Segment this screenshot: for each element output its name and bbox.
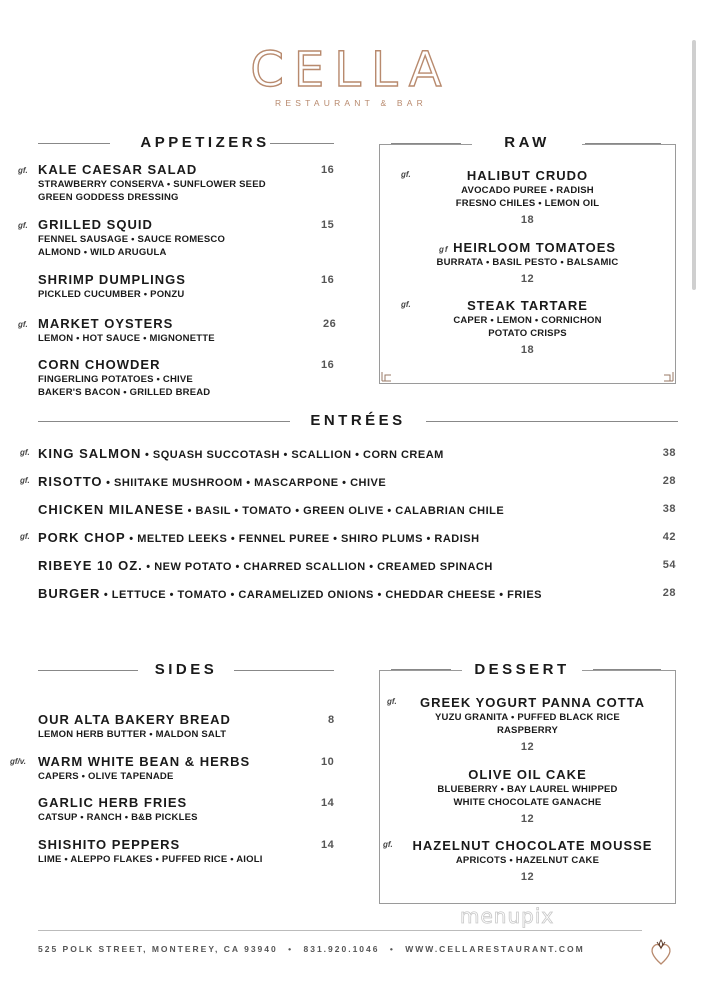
item-desc: CAPER • LEMON • CORNICHON: [453, 315, 602, 326]
item-name: OUR ALTA BAKERY BREAD: [38, 712, 231, 727]
item-name: PORK CHOP: [38, 530, 126, 545]
divider: [391, 143, 461, 144]
item-name: SHRIMP DUMPLINGS: [38, 272, 186, 287]
item-desc: CATSUP • RANCH • B&B PICKLES: [38, 812, 198, 823]
entree-item: [20, 473, 678, 491]
item-name-text: HEIRLOOM TOMATOES: [453, 240, 617, 255]
item-name: SHISHITO PEPPERS: [38, 837, 181, 852]
item-price: 28: [662, 587, 676, 599]
scrollbar[interactable]: [692, 40, 696, 290]
item-desc: FENNEL SAUSAGE • SAUCE ROMESCO: [38, 234, 226, 245]
item-price: 12: [520, 273, 535, 285]
ornament-icon: [648, 936, 674, 966]
footer-divider: [38, 930, 642, 931]
footer-website[interactable]: WWW.CELLARESTAURANT.COM: [405, 944, 585, 954]
item-price: 16: [321, 274, 335, 286]
item-name: CORN CHOWDER: [38, 357, 161, 372]
item-name: MARKET OYSTERS: [38, 316, 174, 331]
gluten-free-mark: gf.: [401, 170, 411, 179]
item-price: 15: [321, 219, 335, 231]
footer-sep: •: [288, 944, 294, 954]
item-desc: • SHIITAKE MUSHROOM • MASCARPONE • CHIVE: [102, 477, 387, 489]
item-desc: FINGERLING POTATOES • CHIVE: [38, 374, 193, 385]
gluten-free-mark: gf.: [383, 840, 393, 849]
item-name: RISOTTO: [38, 474, 103, 489]
item-desc: WHITE CHOCOLATE GANACHE: [453, 797, 602, 808]
appetizers-title: APPETIZERS: [140, 134, 270, 151]
watermark: menupix: [460, 904, 555, 928]
divider: [593, 669, 661, 670]
item-name: WARM WHITE BEAN & HERBS: [38, 754, 251, 769]
item-price: 42: [662, 531, 676, 543]
item-name: OLIVE OIL CAKE: [468, 767, 587, 782]
item-price: 12: [520, 871, 535, 883]
item-desc: BLUEBERRY • BAY LAUREL WHIPPED: [437, 784, 618, 795]
item-name: GREEK YOGURT PANNA COTTA: [419, 695, 646, 710]
entrees-title: ENTRÉES: [310, 412, 406, 429]
entree-item: [38, 501, 678, 519]
item-price: 18: [520, 214, 535, 226]
gluten-free-mark: gf: [438, 245, 449, 254]
item-desc: GREEN GODDESS DRESSING: [38, 192, 179, 203]
raw-header: [472, 134, 582, 152]
item-name: HALIBUT CRUDO: [466, 168, 589, 183]
item-desc: RASPBERRY: [496, 725, 559, 736]
item-name: CHICKEN MILANESE: [38, 502, 185, 517]
gluten-free-mark: gf.: [20, 448, 30, 457]
item-desc: AVOCADO PUREE • RADISH: [461, 185, 594, 196]
item-desc: POTATO CRISPS: [488, 328, 567, 339]
item-price: 10: [321, 756, 335, 768]
entree-item: [20, 529, 678, 547]
item-name: STEAK TARTARE: [467, 298, 588, 313]
item-name: KALE CAESAR SALAD: [38, 162, 198, 177]
item-name: GARLIC HERB FRIES: [38, 795, 188, 810]
sides-header: [38, 661, 334, 679]
entree-item: [20, 445, 678, 463]
item-desc: CAPERS • OLIVE TAPENADE: [38, 771, 174, 782]
footer: [38, 944, 585, 954]
entrees-header: [38, 412, 678, 430]
item-desc: STRAWBERRY CONSERVA • SUNFLOWER SEED: [38, 179, 266, 190]
item-desc: APRICOTS • HAZELNUT CAKE: [455, 855, 600, 866]
divider: [391, 669, 451, 670]
item-price: 12: [520, 813, 535, 825]
entree-item: [38, 585, 678, 603]
item-price: 28: [662, 475, 676, 487]
item-desc: • NEW POTATO • CHARRED SCALLION • CREAMED SPINACH: [142, 561, 493, 573]
gluten-free-mark: gf.: [387, 697, 397, 706]
logo-subtitle: RESTAURANT & BAR: [275, 98, 427, 108]
item-desc: • SQUASH SUCCOTASH • SCALLION • CORN CREAM: [141, 449, 444, 461]
footer-address: 525 POLK STREET, MONTEREY, CA 93940: [38, 944, 278, 954]
item-desc: LIME • ALEPPO FLAKES • PUFFED RICE • AIOLI: [38, 854, 263, 865]
item-desc: BAKER'S BACON • GRILLED BREAD: [38, 387, 211, 398]
item-price: 12: [520, 741, 535, 753]
item-price: 16: [321, 164, 335, 176]
item-desc: FRESNO CHILES • LEMON OIL: [455, 198, 600, 209]
item-name: GRILLED SQUID: [38, 217, 153, 232]
item-price: 14: [321, 797, 335, 809]
item-desc: ALMOND • WILD ARUGULA: [38, 247, 167, 258]
item-price: 26: [323, 318, 337, 330]
item-price: 16: [321, 359, 335, 371]
item-desc: • MELTED LEEKS • FENNEL PUREE • SHIRO PLUMS • RADISH: [125, 533, 480, 545]
item-price: 54: [662, 559, 676, 571]
footer-phone[interactable]: 831.920.1046: [303, 944, 380, 954]
item-desc: LEMON • HOT SAUCE • MIGNONETTE: [38, 333, 215, 344]
footer-sep: •: [389, 944, 395, 954]
item-price: 8: [328, 714, 335, 726]
logo-title: CELLA: [250, 42, 452, 98]
gluten-free-mark: gf.: [20, 476, 30, 485]
item-desc: • BASIL • TOMATO • GREEN OLIVE • CALABRIAN CHILE: [184, 505, 505, 517]
item-name: KING SALMON: [38, 446, 142, 461]
dessert-title: DESSERT: [474, 661, 570, 678]
gluten-free-mark: gf.: [18, 320, 28, 329]
item-desc: • LETTUCE • TOMATO • CARAMELIZED ONIONS • CHEDDAR CHEESE • FRIES: [100, 589, 543, 601]
item-name: BURGER: [38, 586, 101, 601]
item-desc: YUZU GRANITA • PUFFED BLACK RICE: [435, 712, 620, 723]
item-desc: PICKLED CUCUMBER • PONZU: [38, 289, 185, 300]
gluten-free-mark: gf.: [18, 166, 28, 175]
item-desc: BURRATA • BASIL PESTO • BALSAMIC: [436, 257, 619, 268]
dessert-header: [462, 661, 582, 679]
item-name: HAZELNUT CHOCOLATE MOUSSE: [412, 838, 653, 853]
raw-title: RAW: [504, 134, 550, 151]
corner-ornament-icon: [381, 368, 395, 382]
restaurant-logo: [0, 42, 702, 108]
gluten-free-vegan-mark: gf/v.: [10, 757, 27, 766]
item-price: 38: [662, 447, 676, 459]
corner-ornament-icon: [660, 368, 674, 382]
gluten-free-mark: gf.: [401, 300, 411, 309]
entree-item: [38, 557, 678, 575]
item-price: 18: [520, 344, 535, 356]
appetizers-header: [38, 134, 334, 152]
item-name: RIBEYE 10 OZ.: [38, 558, 143, 573]
divider: [585, 143, 661, 144]
gluten-free-mark: gf.: [18, 221, 28, 230]
item-price: 14: [321, 839, 335, 851]
item-price: 38: [662, 503, 676, 515]
gluten-free-mark: gf.: [20, 532, 30, 541]
item-desc: LEMON HERB BUTTER • MALDON SALT: [38, 729, 227, 740]
sides-title: SIDES: [154, 661, 218, 678]
